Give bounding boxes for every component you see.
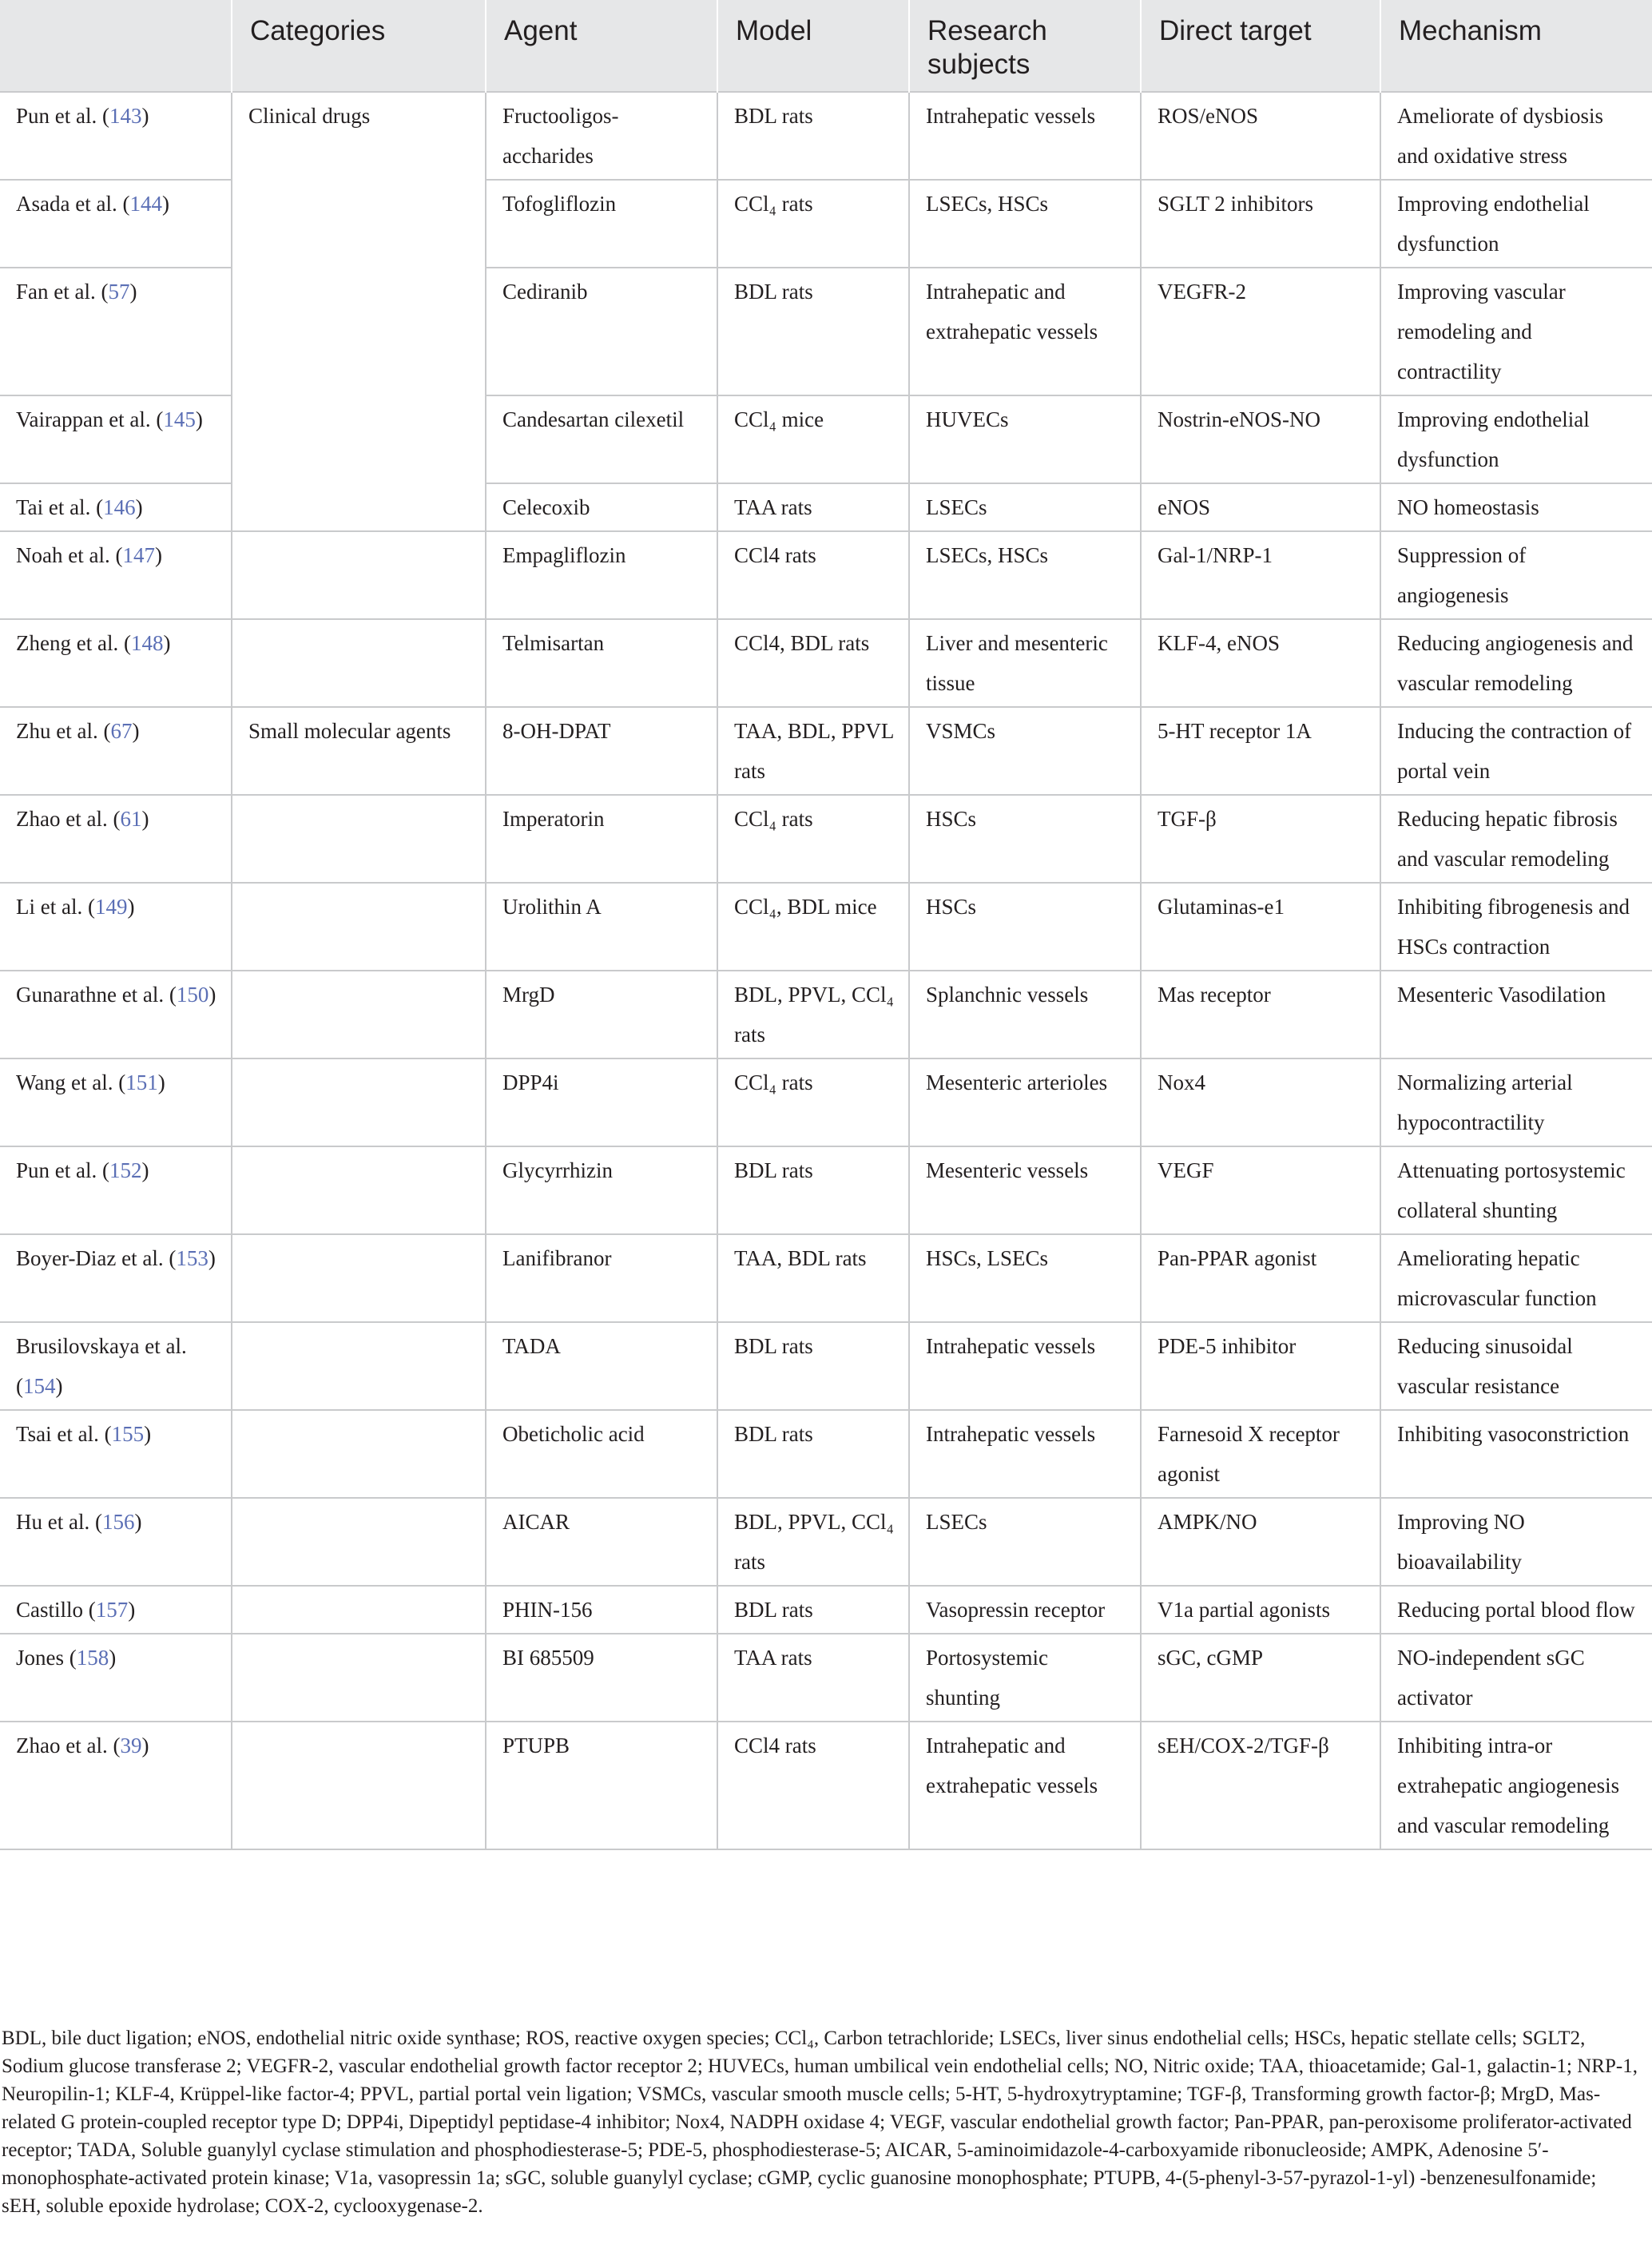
agent-cell: Imperatorin (486, 795, 717, 883)
category-cell (232, 1586, 486, 1634)
subjects-cell: Intrahepatic and extrahepatic vessels (909, 1722, 1141, 1849)
agent-cell: 8-OH-DPAT (486, 707, 717, 795)
model-cell: CCl₄ rats (717, 180, 909, 268)
closing-paren: ) (157, 1070, 165, 1094)
model-cell: CCl₄, BDL mice (717, 883, 909, 971)
target-cell: V1a partial agonists (1141, 1586, 1380, 1634)
agent-cell: Obeticholic acid (486, 1410, 717, 1498)
model-cell: CCl4 rats (717, 531, 909, 619)
mechanism-cell: Attenuating portosystemic collateral shunting (1380, 1146, 1652, 1234)
agent-cell: Tofogliflozin (486, 180, 717, 268)
mechanism-cell: Suppression of angiogenesis (1380, 531, 1652, 619)
target-cell: Mas receptor (1141, 971, 1380, 1058)
reference-link[interactable]: 156 (101, 1510, 135, 1534)
header-research-subjects: Research subjects (909, 0, 1141, 92)
study-author: Zhao et al. ( (16, 1734, 121, 1758)
target-cell: sEH/COX-2/TGF-β (1141, 1722, 1380, 1849)
model-cell: BDL rats (717, 1146, 909, 1234)
reference-link[interactable]: 158 (76, 1646, 109, 1670)
study-cell (0, 1722, 232, 1849)
target-cell: VEGFR-2 (1141, 268, 1380, 395)
reference-link[interactable]: 147 (122, 543, 155, 567)
table-row (0, 1410, 1652, 1498)
model-cell: CCl4, BDL rats (717, 619, 909, 707)
target-cell: Glutaminas-e1 (1141, 883, 1380, 971)
reference-link[interactable]: 57 (108, 280, 130, 304)
category-cell (232, 619, 486, 707)
table-row (0, 531, 1652, 619)
table-row (0, 395, 1652, 483)
study-author: Tai et al. ( (16, 495, 104, 519)
model-cell: BDL, PPVL, CCl₄ rats (717, 1498, 909, 1586)
category-cell (232, 268, 486, 395)
target-cell: Pan-PPAR agonist (1141, 1234, 1380, 1322)
target-cell: Farnesoid X receptor agonist (1141, 1410, 1380, 1498)
model-cell: CCl4 rats (717, 1722, 909, 1849)
closing-paren: ) (55, 1374, 63, 1398)
agent-cell: Glycyrrhizin (486, 1146, 717, 1234)
study-cell (0, 395, 232, 483)
subjects-cell: Mesenteric arterioles (909, 1058, 1141, 1146)
study-cell (0, 92, 232, 180)
closing-paren: ) (154, 543, 162, 567)
reference-link[interactable]: 154 (23, 1374, 56, 1398)
study-author: Asada et al. ( (16, 192, 130, 216)
header-direct-target: Direct target (1141, 0, 1380, 92)
study-cell (0, 619, 232, 707)
category-cell (232, 883, 486, 971)
header-row (0, 0, 1652, 92)
study-author: Brusilovskaya et al. ( (16, 1334, 187, 1398)
study-cell (0, 1634, 232, 1722)
agent-cell: Telmisartan (486, 619, 717, 707)
mechanism-cell: Reducing portal blood flow (1380, 1586, 1652, 1634)
agent-cell: Urolithin A (486, 883, 717, 971)
study-cell (0, 1058, 232, 1146)
table-row (0, 1058, 1652, 1146)
category-cell (232, 1498, 486, 1586)
agent-cell: AICAR (486, 1498, 717, 1586)
closing-paren: ) (161, 192, 169, 216)
mechanism-cell: Inhibiting fibrogenesis and HSCs contraction (1380, 883, 1652, 971)
model-cell: BDL rats (717, 92, 909, 180)
target-cell: 5-HT receptor 1A (1141, 707, 1380, 795)
table-row (0, 180, 1652, 268)
study-cell (0, 1322, 232, 1410)
agent-cell: MrgD (486, 971, 717, 1058)
reference-link[interactable]: 67 (110, 719, 133, 743)
table-row (0, 1722, 1652, 1849)
study-author: Hu et al. ( (16, 1510, 102, 1534)
reference-link[interactable]: 157 (95, 1598, 129, 1622)
closing-paren: ) (128, 1598, 136, 1622)
model-cell: BDL rats (717, 1322, 909, 1410)
table-body (0, 92, 1652, 1849)
target-cell: KLF-4, eNOS (1141, 619, 1380, 707)
model-cell: TAA rats (717, 1634, 909, 1722)
table-row (0, 92, 1652, 180)
category-cell (232, 795, 486, 883)
study-author: Zheng et al. ( (16, 631, 131, 655)
target-cell: SGLT 2 inhibitors (1141, 180, 1380, 268)
study-author: Jones ( (16, 1646, 77, 1670)
mechanism-cell: Reducing hepatic fibrosis and vascular remodeling (1380, 795, 1652, 883)
header-mechanism: Mechanism (1380, 0, 1652, 92)
mechanism-cell: NO homeostasis (1380, 483, 1652, 531)
study-cell (0, 795, 232, 883)
category-cell (232, 1722, 486, 1849)
category-cell (232, 1234, 486, 1322)
target-cell: TGF-β (1141, 795, 1380, 883)
reference-link[interactable]: 39 (120, 1734, 142, 1758)
table-row (0, 1146, 1652, 1234)
model-cell: TAA, BDL, PPVL rats (717, 707, 909, 795)
study-cell (0, 180, 232, 268)
agent-cell: Celecoxib (486, 483, 717, 531)
agent-cell: Candesartan cilexetil (486, 395, 717, 483)
model-cell: BDL rats (717, 268, 909, 395)
table-row (0, 971, 1652, 1058)
target-cell: Nostrin-eNOS-NO (1141, 395, 1380, 483)
table-row (0, 619, 1652, 707)
reference-link[interactable]: 143 (109, 104, 142, 128)
study-author: Tsai et al. ( (16, 1422, 112, 1446)
mechanism-cell: Inhibiting intra-or extrahepatic angiogenesis and vascular remodeling (1380, 1722, 1652, 1849)
study-author: Boyer-Diaz et al. ( (16, 1246, 177, 1270)
mechanism-cell: Inhibiting vasoconstriction (1380, 1410, 1652, 1498)
closing-paren: ) (109, 1646, 117, 1670)
table-row (0, 1634, 1652, 1722)
table-row (0, 1322, 1652, 1410)
table-row (0, 883, 1652, 971)
model-cell: TAA rats (717, 483, 909, 531)
subjects-cell: Intrahepatic and extrahepatic vessels (909, 268, 1141, 395)
closing-paren: ) (127, 895, 135, 919)
reference-link[interactable]: 148 (130, 631, 164, 655)
reference-link[interactable]: 61 (120, 807, 142, 831)
model-cell: BDL, PPVL, CCl₄ rats (717, 971, 909, 1058)
study-cell (0, 1410, 232, 1498)
target-cell: AMPK/NO (1141, 1498, 1380, 1586)
mechanism-cell: Ameliorate of dysbiosis and oxidative stress (1380, 92, 1652, 180)
model-cell: CCl₄ rats (717, 1058, 909, 1146)
target-cell: Nox4 (1141, 1058, 1380, 1146)
closing-paren: ) (132, 719, 140, 743)
study-cell (0, 1498, 232, 1586)
agent-cell: Cediranib (486, 268, 717, 395)
category-cell (232, 971, 486, 1058)
category-cell: Small molecular agents (232, 707, 486, 795)
header-agent: Agent (486, 0, 717, 92)
mechanism-cell: Normalizing arterial hypocontractility (1380, 1058, 1652, 1146)
study-author: Fan et al. ( (16, 280, 109, 304)
header-categories: Categories (232, 0, 486, 92)
table-header (0, 0, 1652, 92)
model-cell: BDL rats (717, 1586, 909, 1634)
study-author: Castillo ( (16, 1598, 96, 1622)
mechanism-cell: NO-independent sGC activator (1380, 1634, 1652, 1722)
study-author: Zhu et al. ( (16, 719, 111, 743)
table-row (0, 1498, 1652, 1586)
subjects-cell: HSCs (909, 883, 1141, 971)
closing-paren: ) (163, 631, 171, 655)
study-cell (0, 531, 232, 619)
subjects-cell: Mesenteric vessels (909, 1146, 1141, 1234)
target-cell: PDE-5 inhibitor (1141, 1322, 1380, 1410)
reference-link[interactable]: 153 (176, 1246, 208, 1270)
category-cell (232, 1634, 486, 1722)
mechanism-cell: Ameliorating hepatic microvascular function (1380, 1234, 1652, 1322)
mechanism-cell: Improving vascular remodeling and contractility (1380, 268, 1652, 395)
category-cell (232, 1322, 486, 1410)
subjects-cell: LSECs (909, 483, 1141, 531)
model-cell: BDL rats (717, 1410, 909, 1498)
target-cell: sGC, cGMP (1141, 1634, 1380, 1722)
subjects-cell: HSCs, LSECs (909, 1234, 1141, 1322)
model-cell: CCl₄ mice (717, 395, 909, 483)
study-cell (0, 1586, 232, 1634)
subjects-cell: HUVECs (909, 395, 1141, 483)
category-cell (232, 395, 486, 483)
header-study (0, 0, 232, 92)
study-author: Pun et al. ( (16, 104, 109, 128)
agent-cell: PTUPB (486, 1722, 717, 1849)
closing-paren: ) (141, 104, 149, 128)
closing-paren: ) (208, 983, 216, 1007)
header-model: Model (717, 0, 909, 92)
reference-link[interactable]: 152 (109, 1158, 142, 1182)
mechanism-cell: Inducing the contraction of portal vein (1380, 707, 1652, 795)
table-row (0, 1586, 1652, 1634)
category-cell (232, 1146, 486, 1234)
subjects-cell: Vasopressin receptor (909, 1586, 1141, 1634)
subjects-cell: Intrahepatic vessels (909, 1322, 1141, 1410)
subjects-cell: LSECs, HSCs (909, 180, 1141, 268)
reference-link[interactable]: 149 (94, 895, 128, 919)
category-cell (232, 531, 486, 619)
closing-paren: ) (134, 1510, 142, 1534)
closing-paren: ) (141, 1158, 149, 1182)
table-footnote: BDL, bile duct ligation; eNOS, endothelial nitric oxide synthase; ROS, reactive oxygen species; CCl₄, Carbon tetrachloride; LSECs, liver sinus endothelial cells; HSCs, hepatic stellate cells; SGLT2, Sodium glucose transferase 2; VEGFR-2, vascular endothelial growth factor receptor 2; HUVECs, human umbilical vein endothelial cells; NO, Nitric oxide; TAA, thioacetamide; Gal-1, galactin-1; NRP-1, Neuropilin-1; KLF-4, Krüppel-like factor-4; PPVL, partial portal vein ligation; VSMCs, vascular smooth muscle cells; 5-HT, 5-hydroxytryptamine; TGF-β, Transforming growth factor-β; MrgD, Mas-related G protein-coupled receptor type D; DPP4i, Dipeptidyl peptidase-4 inhibitor; Nox4, NADPH oxidase 4; VEGF, vascular endothelial growth factor; Pan-PPAR, pan-peroxisome proliferator-activated receptor; TADA, Soluble guanylyl cyclase stimulation and phosphodiesterase-5; PDE-5, phosphodiesterase-5; AICAR, 5-aminoimidazole-4-carboxyamide ribonucleoside; AMPK, Adenosine 5′-monophosphate-activated protein kinase; V1a, vasopressin 1a; sGC, soluble guanylyl cyclase; cGMP, cyclic guanosine monophosphate; PTUPB, 4-(5-phenyl-3-57-pyrazol-1-yl) -benzenesulfonamide; sEH, soluble epoxide hydrolase; COX-2, cyclooxygenase-2. (2, 2028, 1638, 2217)
agent-cell: Empagliflozin (486, 531, 717, 619)
subjects-cell: Intrahepatic vessels (909, 1410, 1141, 1498)
study-author: Li et al. ( (16, 895, 95, 919)
model-cell: CCl₄ rats (717, 795, 909, 883)
study-cell (0, 268, 232, 395)
table-row (0, 795, 1652, 883)
study-author: Noah et al. ( (16, 543, 123, 567)
closing-paren: ) (135, 495, 143, 519)
agent-cell: Lanifibranor (486, 1234, 717, 1322)
reference-link[interactable]: 144 (129, 192, 162, 216)
category-cell (232, 180, 486, 268)
closing-paren: ) (129, 280, 137, 304)
agent-cell: TADA (486, 1322, 717, 1410)
subjects-cell: Portosystemic shunting (909, 1634, 1141, 1722)
table-row (0, 268, 1652, 395)
study-author: Zhao et al. ( (16, 807, 121, 831)
subjects-cell: LSECs, HSCs (909, 531, 1141, 619)
reference-link[interactable]: 146 (103, 495, 136, 519)
table-row (0, 707, 1652, 795)
mechanism-cell: Improving endothelial dysfunction (1380, 180, 1652, 268)
subjects-cell: Splanchnic vessels (909, 971, 1141, 1058)
table-row (0, 1234, 1652, 1322)
subjects-cell: LSECs (909, 1498, 1141, 1586)
study-cell (0, 1234, 232, 1322)
target-cell: Gal-1/NRP-1 (1141, 531, 1380, 619)
reference-link[interactable]: 150 (176, 983, 209, 1007)
table-row (0, 483, 1652, 531)
study-author: Vairappan et al. ( (16, 407, 164, 431)
category-cell (232, 1058, 486, 1146)
reference-link[interactable]: 155 (111, 1422, 145, 1446)
category-cell (232, 483, 486, 531)
reference-link[interactable]: 151 (125, 1070, 158, 1094)
category-cell: Clinical drugs (232, 92, 486, 180)
model-cell: TAA, BDL rats (717, 1234, 909, 1322)
closing-paren: ) (208, 1246, 216, 1270)
closing-paren: ) (141, 1734, 149, 1758)
reference-link[interactable]: 145 (163, 407, 196, 431)
study-cell (0, 971, 232, 1058)
mechanism-cell: Improving NO bioavailability (1380, 1498, 1652, 1586)
study-cell (0, 1146, 232, 1234)
study-author: Wang et al. ( (16, 1070, 126, 1094)
subjects-cell: Liver and mesenteric tissue (909, 619, 1141, 707)
agent-cell: PHIN-156 (486, 1586, 717, 1634)
mechanism-cell: Reducing sinusoidal vascular resistance (1380, 1322, 1652, 1410)
study-cell (0, 707, 232, 795)
study-author: Pun et al. ( (16, 1158, 109, 1182)
agent-cell: BI 685509 (486, 1634, 717, 1722)
closing-paren: ) (141, 807, 149, 831)
agent-cell: Fructooligos-accharides (486, 92, 717, 180)
mechanism-cell: Improving endothelial dysfunction (1380, 395, 1652, 483)
closing-paren: ) (195, 407, 203, 431)
category-cell (232, 1410, 486, 1498)
study-author: Gunarathne et al. ( (16, 983, 177, 1007)
subjects-cell: VSMCs (909, 707, 1141, 795)
agent-cell: DPP4i (486, 1058, 717, 1146)
subjects-cell: HSCs (909, 795, 1141, 883)
closing-paren: ) (144, 1422, 152, 1446)
mechanism-cell: Reducing angiogenesis and vascular remodeling (1380, 619, 1652, 707)
target-cell: eNOS (1141, 483, 1380, 531)
subjects-cell: Intrahepatic vessels (909, 92, 1141, 180)
study-cell (0, 883, 232, 971)
study-cell (0, 483, 232, 531)
mechanism-cell: Mesenteric Vasodilation (1380, 971, 1652, 1058)
target-cell: VEGF (1141, 1146, 1380, 1234)
target-cell: ROS/eNOS (1141, 92, 1380, 180)
